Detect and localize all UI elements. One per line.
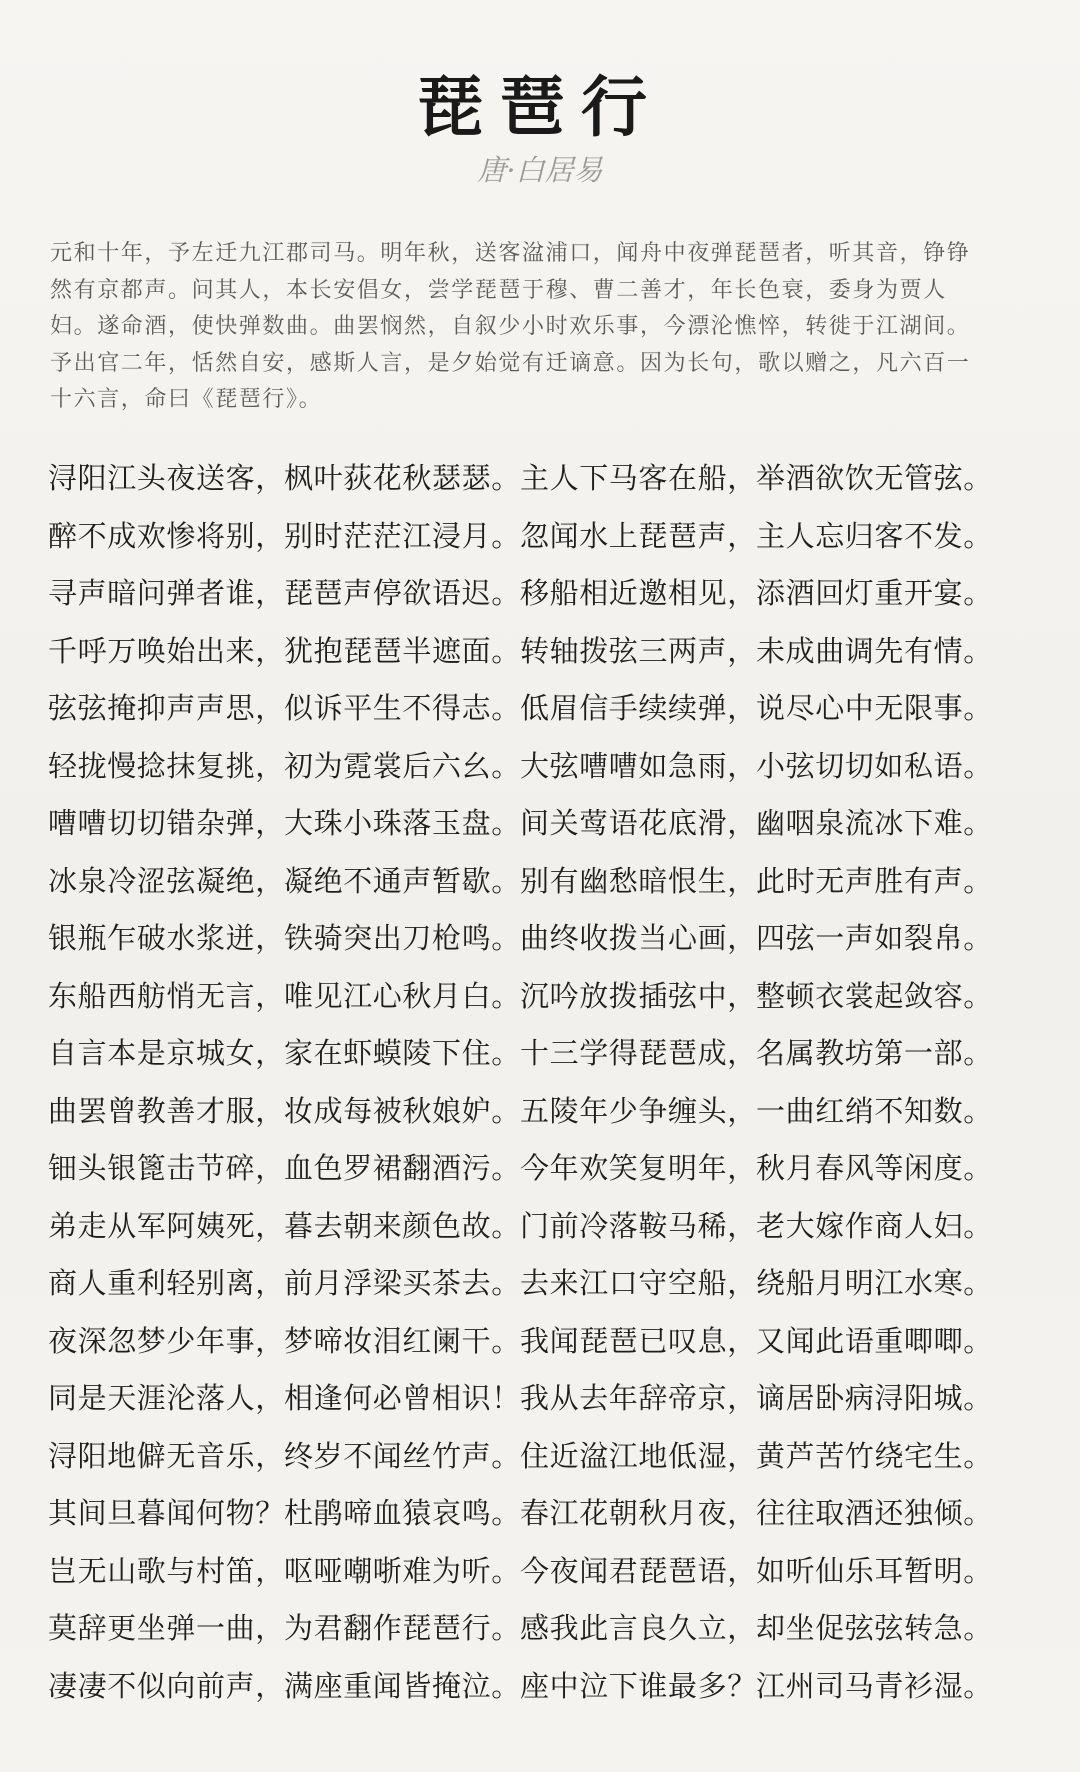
poem-line: 移船相近邀相见，: [520, 576, 757, 611]
poem-verse: [48, 1253, 998, 1311]
poem-line: 东船西舫悄无言，: [48, 978, 285, 1013]
poem-line: 初为霓裳后六幺。: [284, 748, 521, 783]
poem-line: 钿头银篦击节碎，: [48, 1151, 285, 1186]
poem-line: 大弦嘈嘈如急雨，: [520, 748, 757, 783]
poem-line: 整顿衣裳起敛容。: [756, 978, 993, 1013]
poem-line: 枫叶荻花秋瑟瑟。: [284, 461, 521, 496]
poem-line: 别时茫茫江浸月。: [284, 518, 521, 553]
poem-verse: [48, 621, 998, 679]
poem-line: 弦弦掩抑声声思，: [48, 691, 285, 726]
poem-line: 商人重利轻别离，: [48, 1266, 285, 1301]
poem-line: 一曲红绡不知数。: [756, 1093, 993, 1128]
poem-line: 寻声暗问弹者谁，: [48, 576, 285, 611]
poem-line: 去来江口守空船，: [520, 1266, 757, 1301]
poem-line: 同是天涯沦落人，: [48, 1381, 285, 1416]
poem-line: 杜鹃啼血猿哀鸣。: [284, 1496, 521, 1531]
poem-verse: [48, 1311, 998, 1369]
poem-line: 添酒回灯重开宴。: [756, 576, 993, 611]
poem-line: 银瓶乍破水浆迸，: [48, 921, 285, 956]
poem-line: 秋月春风等闲度。: [756, 1151, 993, 1186]
poem-line: 暮去朝来颜色故。: [284, 1208, 521, 1243]
poem-line: 主人忘归客不发。: [756, 518, 993, 553]
poem-line: 曲罢曾教善才服，: [48, 1093, 285, 1128]
poem-line: 间关莺语花底滑，: [520, 806, 757, 841]
poem-line: 其间旦暮闻何物？: [48, 1496, 285, 1531]
poem-line: 轻拢慢捻抹复挑，: [48, 748, 285, 783]
poem-verse: [48, 1656, 998, 1714]
poem-line: 今年欢笑复明年，: [520, 1151, 757, 1186]
poem-verse: [48, 1023, 998, 1081]
poem-line: 主人下马客在船，: [520, 461, 757, 496]
poem-verse: [48, 851, 998, 909]
poem-line: 老大嫁作商人妇。: [756, 1208, 993, 1243]
poem-verse: [48, 1196, 998, 1254]
poem-verse: [48, 1426, 998, 1484]
poem-line: 为君翻作琵琶行。: [284, 1611, 521, 1646]
poem-line: 我闻琵琶已叹息，: [520, 1323, 757, 1358]
poem-line: 莫辞更坐弹一曲，: [48, 1611, 285, 1646]
poem-author: 唐·白居易: [477, 153, 603, 187]
poem-line: 幽咽泉流冰下难。: [756, 806, 993, 841]
poem-title: 琵琶行: [417, 68, 663, 146]
poem-line: 今夜闻君琵琶语，: [520, 1553, 757, 1588]
poem-line: 春江花朝秋月夜，: [520, 1496, 757, 1531]
poem-line: 终岁不闻丝竹声。: [284, 1438, 521, 1473]
poem-verse: [48, 966, 998, 1024]
poem-verse: [48, 1368, 998, 1426]
poem-line: 又闻此语重唧唧。: [756, 1323, 993, 1358]
poem-line: 岂无山歌与村笛，: [48, 1553, 285, 1588]
poem-line: 琵琶声停欲语迟。: [284, 576, 521, 611]
poem-line: 未成曲调先有情。: [756, 633, 993, 668]
poem-line: 冰泉冷涩弦凝绝，: [48, 863, 285, 898]
poem-line: 四弦一声如裂帛。: [756, 921, 993, 956]
poem-line: 门前冷落鞍马稀，: [520, 1208, 757, 1243]
poem-line: 说尽心中无限事。: [756, 691, 993, 726]
poem-line: 曲终收拨当心画，: [520, 921, 757, 956]
poem-line: 谪居卧病浔阳城。: [756, 1381, 993, 1416]
poem-verse: [48, 1598, 998, 1656]
poem-line: 往往取酒还独倾。: [756, 1496, 993, 1531]
poem-line: 如听仙乐耳暂明。: [756, 1553, 993, 1588]
poem-line: 我从去年辞帝京，: [520, 1381, 757, 1416]
poem-line: 满座重闻皆掩泣。: [284, 1668, 521, 1703]
poem-verse: [48, 1081, 998, 1139]
poem-verse: [48, 506, 998, 564]
poem-verse: [48, 793, 998, 851]
poem-line: 犹抱琵琶半遮面。: [284, 633, 521, 668]
poem-line: 座中泣下谁最多？: [520, 1668, 757, 1703]
poem-line: 唯见江心秋月白。: [284, 978, 521, 1013]
poem-line: 低眉信手续续弹，: [520, 691, 757, 726]
poem-verse: [48, 1138, 998, 1196]
poem-line: 血色罗裙翻酒污。: [284, 1151, 521, 1186]
poem-line: 五陵年少争缠头，: [520, 1093, 757, 1128]
poem-line: 夜深忽梦少年事，: [48, 1323, 285, 1358]
poem-line: 凄凄不似向前声，: [48, 1668, 285, 1703]
poem-line: 凝绝不通声暂歇。: [284, 863, 521, 898]
poem-line: 千呼万唤始出来，: [48, 633, 285, 668]
poem-verse: [48, 563, 998, 621]
poem-verse: [48, 1541, 998, 1599]
poem-verse: [48, 678, 998, 736]
poem-line: 黄芦苦竹绕宅生。: [756, 1438, 993, 1473]
poem-verse: [48, 448, 998, 506]
poem-line: 小弦切切如私语。: [756, 748, 993, 783]
poem-preface: 元和十年，予左迁九江郡司马。明年秋，送客湓浦口，闻舟中夜弹琵琶者，听其音，铮铮然有京都声。问其人，本长安倡女，尝学琵琶于穆、曹二善才，年长色衰，委身为贾人妇。遂命酒，使快弹数曲。曲罢悯然，自叙少小时欢乐事，今漂沦憔悴，转徙于江湖间。予出官二年，恬然自安，感斯人言，是夕始觉有迁谪意。因为长句，歌以赠之，凡六百一十六言，命曰《琵琶行》。: [50, 241, 971, 412]
poem-line: 大珠小珠落玉盘。: [284, 806, 521, 841]
poem-line: 似诉平生不得志。: [284, 691, 521, 726]
poem-line: 家在虾蟆陵下住。: [284, 1036, 521, 1071]
poem-line: 妆成每被秋娘妒。: [284, 1093, 521, 1128]
poem-line: 前月浮梁买茶去。: [284, 1266, 521, 1301]
poem-line: 浔阳地僻无音乐，: [48, 1438, 285, 1473]
poem-verse: [48, 736, 998, 794]
poem-line: 自言本是京城女，: [48, 1036, 285, 1071]
poem-line: 江州司马青衫湿。: [756, 1668, 993, 1703]
poem-line: 嘈嘈切切错杂弹，: [48, 806, 285, 841]
poem-line: 感我此言良久立，: [520, 1611, 757, 1646]
poem-line: 弟走从军阿姨死，: [48, 1208, 285, 1243]
poem-line: 醉不成欢惨将别，: [48, 518, 285, 553]
poem-line: 沉吟放拨插弦中，: [520, 978, 757, 1013]
poem-line: 十三学得琵琶成，: [520, 1036, 757, 1071]
poem-line: 呕哑嘲哳难为听。: [284, 1553, 521, 1588]
poem-body: [48, 448, 998, 1713]
poem-line: 转轴拨弦三两声，: [520, 633, 757, 668]
poem-line: 别有幽愁暗恨生，: [520, 863, 757, 898]
poem-verse: [48, 908, 998, 966]
poem-line: 举酒欲饮无管弦。: [756, 461, 993, 496]
poem-line: 名属教坊第一部。: [756, 1036, 993, 1071]
poem-verse: [48, 1483, 998, 1541]
poem-line: 此时无声胜有声。: [756, 863, 993, 898]
poem-line: 梦啼妆泪红阑干。: [284, 1323, 521, 1358]
poem-line: 住近湓江地低湿，: [520, 1438, 757, 1473]
poem-line: 却坐促弦弦转急。: [756, 1611, 993, 1646]
poem-line: 浔阳江头夜送客，: [48, 461, 285, 496]
poem-line: 绕船月明江水寒。: [756, 1266, 993, 1301]
poem-line: 相逢何必曾相识！: [284, 1381, 521, 1416]
poem-line: 忽闻水上琵琶声，: [520, 518, 757, 553]
poem-line: 铁骑突出刀枪鸣。: [284, 921, 521, 956]
